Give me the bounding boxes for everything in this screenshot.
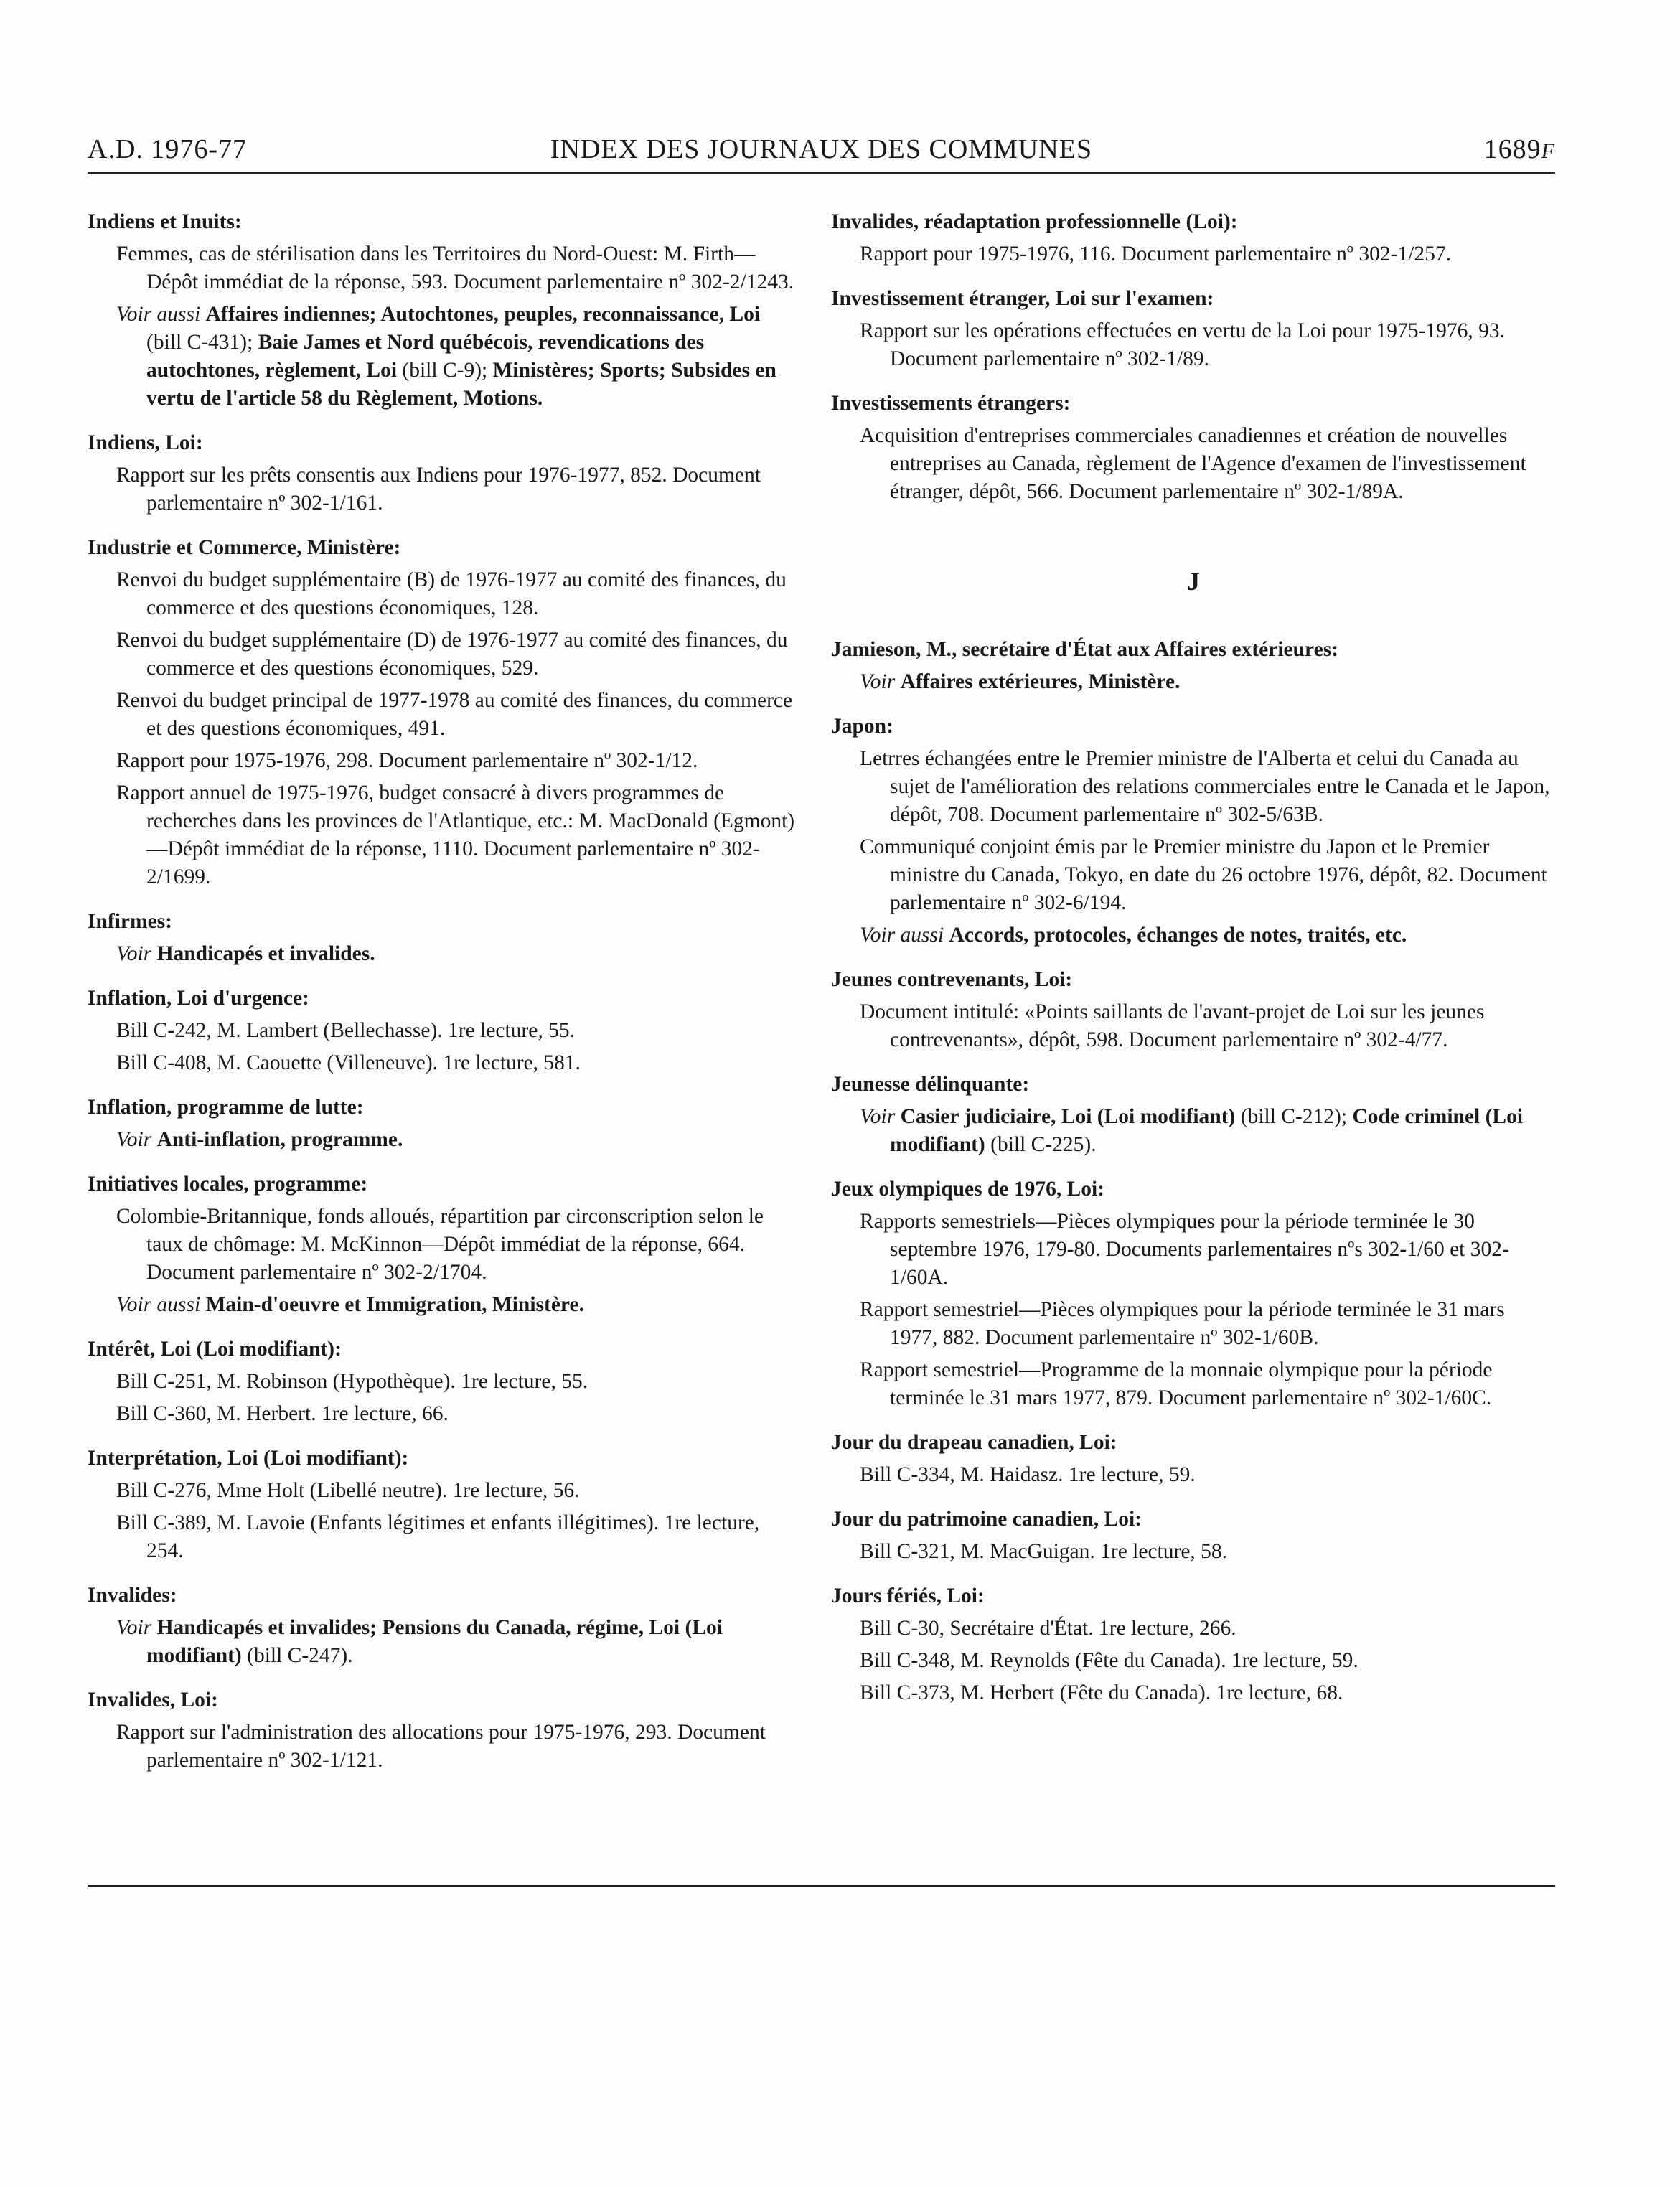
entry-heading: Invalides, réadaptation professionnelle (Loi): — [831, 210, 1238, 233]
left-column — [88, 208, 798, 1791]
entry-subentry: Rapport semestriel—Pièces olympiques pour la période terminée le 31 mars 1977, 882. Document parlementaire nº 302-1/60B. — [860, 1298, 1505, 1349]
index-entry — [88, 1094, 798, 1154]
index-entry — [831, 390, 1556, 506]
index-entry — [88, 1686, 798, 1775]
index-entry — [88, 208, 798, 413]
see-target: Handicapés et invalides. — [156, 942, 375, 965]
entry-subentry: Bill C-373, M. Herbert (Fête du Canada). 1re lecture, 68. — [860, 1681, 1343, 1704]
see-target: Anti-inflation, programme. — [156, 1128, 403, 1151]
see-target: (bill C-9); — [397, 359, 493, 382]
index-entry — [831, 1429, 1556, 1489]
index-entry — [831, 285, 1556, 373]
entry-subentry: Renvoi du budget principal de 1977-1978 au comité des finances, du commerce et des questions économiques, 491. — [116, 689, 793, 740]
entry-subentry: Colombie-Britannique, fonds alloués, répartition par circonscription selon le taux de chômage: M. McKinnon—Dépôt immédiat de la réponse, 664. Document parlementaire nº 302-2/1704. — [116, 1205, 764, 1284]
entry-subentry: Rapport sur les opérations effectuées en vertu de la Loi pour 1975-1976, 93. Document parlementaire nº 302-1/89. — [860, 319, 1505, 370]
see-reference — [88, 301, 798, 413]
entry-subentry: Letrres échangées entre le Premier ministre de l'Alberta et celui du Canada au sujet de l'amélioration des relations commerciales entre le Canada et le Japon, dépôt, 708. Document parlementaire nº 302-5/63B. — [860, 747, 1550, 826]
page-number: 1689 — [1483, 134, 1541, 164]
index-entry — [831, 636, 1556, 696]
index-entry — [831, 208, 1556, 268]
index-entry — [88, 1335, 798, 1428]
entry-subentry: Communiqué conjoint émis par le Premier ministre du Japon et le Premier ministre du Canada, Tokyo, en date du 26 octobre 1976, dépôt, 82. Document parlementaire nº 302-6/194. — [860, 835, 1547, 914]
index-entry — [88, 1582, 798, 1670]
see-target: (bill C-431); — [146, 331, 258, 354]
right-column-i-entries — [831, 208, 1556, 506]
right-column — [831, 208, 1556, 1724]
footer-rule — [88, 1885, 1555, 1887]
index-entry — [831, 1071, 1556, 1159]
entry-subentry: Rapport sur les prêts consentis aux Indiens pour 1976-1977, 852. Document parlementaire nº 302-1/161. — [116, 464, 761, 515]
entry-heading: Jour du drapeau canadien, Loi: — [831, 1431, 1117, 1454]
right-column-j-entries — [831, 636, 1556, 1707]
entry-heading: Jeunesse délinquante: — [831, 1073, 1030, 1096]
entry-subentry: Rapport sur l'administration des allocations pour 1975-1976, 293. Document parlementaire nº 302-1/121. — [116, 1721, 766, 1772]
entry-subentry: Bill C-30, Secrétaire d'État. 1re lecture, 266. — [860, 1617, 1236, 1640]
entry-heading: Jour du patrimoine canadien, Loi: — [831, 1508, 1142, 1531]
see-target: Casier judiciaire, Loi (Loi modifiant) — [900, 1105, 1236, 1128]
header-year: A.D. 1976-77 — [88, 134, 248, 164]
entry-heading: Inflation, programme de lutte: — [88, 1096, 364, 1119]
entry-subentry: Femmes, cas de stérilisation dans les Territoires du Nord-Ouest: M. Firth—Dépôt immédiat de la réponse, 593. Document parlementaire nº 302-2/1243. — [116, 243, 794, 294]
index-entry — [88, 1445, 798, 1565]
see-label: Voir — [116, 1616, 157, 1639]
entry-subentry: Rapports semestriels—Pièces olympiques pour la période terminée le 30 septembre 1976, 179-80. Documents parlementaires nºs 302-1/60 et 302-1/60A. — [860, 1210, 1509, 1289]
entry-heading: Indiens, Loi: — [88, 431, 203, 454]
entry-heading: Jeux olympiques de 1976, Loi: — [831, 1178, 1105, 1201]
entry-heading: Investissements étrangers: — [831, 392, 1071, 415]
see-reference — [88, 1126, 798, 1154]
entry-subentry: Rapport pour 1975-1976, 116. Document parlementaire nº 302-1/257. — [860, 243, 1452, 266]
see-target: Baie James et Nord québécois, revendications des autochtones, règlement, Loi — [146, 331, 705, 382]
see-label: Voir aussi — [860, 924, 949, 947]
entry-subentry: Bill C-321, M. MacGuigan. 1re lecture, 58. — [860, 1540, 1228, 1563]
see-target: Handicapés et invalides; Pensions du Canada, régime, Loi (Loi modifiant) — [146, 1616, 723, 1667]
index-entry — [831, 713, 1556, 949]
entry-subentry: Acquisition d'entreprises commerciales canadiennes et création de nouvelles entreprises au Canada, règlement de l'Agence d'examen de l'investissement étranger, dépôt, 566. Document parlementaire nº 302-1/89A. — [860, 424, 1526, 503]
see-reference — [831, 921, 1556, 949]
entry-heading: Industrie et Commerce, Ministère: — [88, 536, 401, 559]
page-suffix: F — [1541, 139, 1555, 163]
entry-subentry: Bill C-348, M. Reynolds (Fête du Canada). 1re lecture, 59. — [860, 1649, 1358, 1672]
see-label: Voir aussi — [116, 303, 206, 326]
entry-heading: Invalides: — [88, 1584, 177, 1607]
see-target: Affaires extérieures, Ministère. — [900, 670, 1181, 693]
see-target: Accords, protocoles, échanges de notes, traités, etc. — [949, 924, 1407, 947]
entry-heading: Investissement étranger, Loi sur l'examen: — [831, 287, 1214, 310]
entry-heading: Indiens et Inuits: — [88, 210, 242, 233]
entry-subentry: Renvoi du budget supplémentaire (B) de 1976-1977 au comité des finances, du commerce et des questions économiques, 128. — [116, 568, 787, 619]
see-label: Voir — [116, 942, 157, 965]
entry-heading: Infirmes: — [88, 910, 172, 933]
header-rule — [88, 172, 1555, 174]
entry-subentry: Bill C-334, M. Haidasz. 1re lecture, 59. — [860, 1463, 1196, 1486]
entry-heading: Intérêt, Loi (Loi modifiant): — [88, 1338, 342, 1361]
index-entry — [831, 1175, 1556, 1412]
entry-subentry: Bill C-408, M. Caouette (Villeneuve). 1re lecture, 581. — [116, 1051, 581, 1074]
see-label: Voir aussi — [116, 1293, 206, 1316]
entry-subentry: Bill C-389, M. Lavoie (Enfants légitimes et enfants illégitimes). 1re lecture, 254. — [116, 1511, 760, 1562]
index-entry — [88, 985, 798, 1077]
entry-heading: Japon: — [831, 715, 893, 738]
header-page-number — [1484, 133, 1555, 165]
see-reference — [831, 1103, 1556, 1159]
see-target: Affaires indiennes; Autochtones, peuples, reconnaissance, Loi — [205, 303, 761, 326]
see-target: Ministères; Sports; Subsides en vertu de l'article 58 du Règlement, Motions. — [146, 359, 776, 410]
index-entry — [88, 1170, 798, 1319]
entry-heading: Interprétation, Loi (Loi modifiant): — [88, 1447, 409, 1470]
see-reference — [831, 668, 1556, 696]
see-reference — [88, 1614, 798, 1670]
index-entry — [88, 429, 798, 517]
see-target: Main-d'oeuvre et Immigration, Ministère. — [205, 1293, 584, 1316]
entry-subentry: Bill C-242, M. Lambert (Bellechasse). 1re lecture, 55. — [116, 1019, 575, 1042]
index-entry — [831, 966, 1556, 1054]
entry-heading: Jours fériés, Loi: — [831, 1584, 985, 1607]
entry-subentry: Document intitulé: «Points saillants de l'avant-projet de Loi sur les jeunes contrevenants», dépôt, 598. Document parlementaire nº 302-4/77. — [860, 1000, 1485, 1051]
header-title: INDEX DES JOURNAUX DES COMMUNES — [550, 134, 1093, 164]
entry-heading: Jeunes contrevenants, Loi: — [831, 968, 1073, 991]
entry-subentry: Bill C-251, M. Robinson (Hypothèque). 1re lecture, 55. — [116, 1370, 588, 1393]
see-target: (bill C-225). — [985, 1133, 1097, 1156]
section-letter: J — [1187, 567, 1200, 596]
see-label: Voir — [116, 1128, 157, 1151]
entry-heading: Inflation, Loi d'urgence: — [88, 987, 309, 1010]
entry-heading: Invalides, Loi: — [88, 1689, 218, 1712]
entry-subentry: Renvoi du budget supplémentaire (D) de 1976-1977 au comité des finances, du commerce et des questions économiques, 529. — [116, 629, 788, 680]
see-label: Voir — [860, 670, 901, 693]
entry-subentry: Bill C-360, M. Herbert. 1re lecture, 66. — [116, 1402, 449, 1425]
see-target: Code criminel (Loi modifiant) — [890, 1105, 1524, 1156]
entry-subentry: Rapport semestriel—Programme de la monnaie olympique pour la période terminée le 31 mars 1977, 879. Document parlementaire nº 302-1/60C. — [860, 1358, 1493, 1409]
see-reference — [88, 940, 798, 968]
see-target: (bill C-247). — [241, 1644, 353, 1667]
index-entry — [831, 1506, 1556, 1566]
entry-heading: Initiatives locales, programme: — [88, 1173, 368, 1196]
entry-subentry: Rapport pour 1975-1976, 298. Document parlementaire nº 302-1/12. — [116, 749, 698, 772]
see-reference — [88, 1291, 798, 1319]
index-entry — [831, 1582, 1556, 1707]
page-header — [88, 133, 1555, 174]
see-label: Voir — [860, 1105, 901, 1128]
index-entry — [88, 534, 798, 891]
entry-subentry: Rapport annuel de 1975-1976, budget consacré à divers programmes de recherches dans les provinces de l'Atlantique, etc.: M. MacDonald (Egmont)—Dépôt immédiat de la réponse, 1110. Document parlementaire nº 302-2/1699. — [116, 781, 795, 888]
entry-subentry: Bill C-276, Mme Holt (Libellé neutre). 1re lecture, 56. — [116, 1479, 580, 1502]
index-entry — [88, 908, 798, 968]
see-target: (bill C-212); — [1235, 1105, 1353, 1128]
entry-heading: Jamieson, M., secrétaire d'État aux Affaires extérieures: — [831, 638, 1338, 661]
